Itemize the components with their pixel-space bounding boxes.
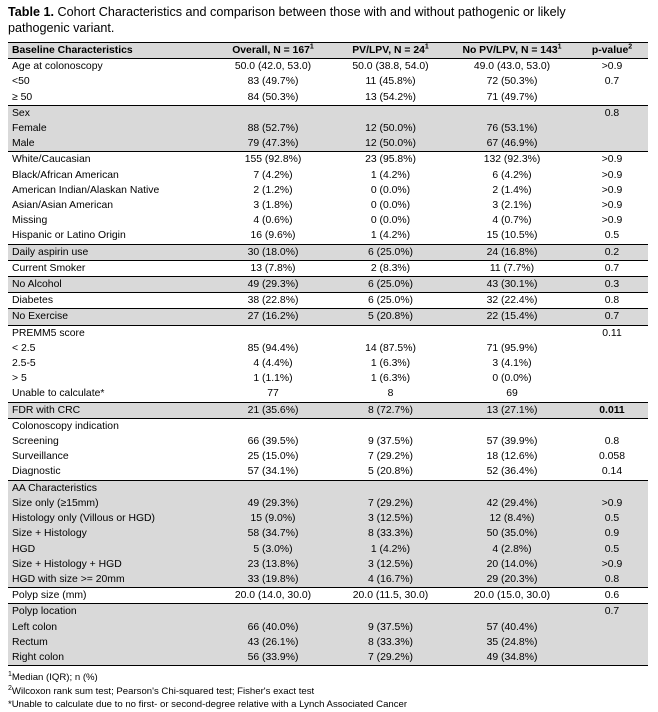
cell-overall: 13 (7.8%): [213, 260, 333, 276]
cell-overall: 7 (4.2%): [253, 169, 293, 181]
cell-pv-lpv: 8: [387, 388, 394, 400]
cell-p-value: >0.9: [601, 200, 623, 212]
cell-characteristic: Missing: [12, 215, 48, 227]
cell-no-pv-lpv: 57 (39.9%): [486, 436, 538, 448]
table-row: [8, 650, 648, 666]
cell-no-pv-lpv: 49.0 (43.0, 53.0): [473, 61, 551, 73]
cell-characteristic: PREMM5 score: [8, 325, 213, 341]
cell-characteristic: Histology only (Villous or HGD): [8, 511, 213, 526]
cell-p-value: [576, 356, 648, 371]
cell-pv-lpv: 9 (37.5%): [333, 620, 448, 635]
cell-no-pv-lpv: 13 (27.1%): [448, 402, 576, 418]
cell-characteristic: Size + Histology: [8, 526, 213, 541]
cell-characteristic: Male: [8, 136, 213, 152]
cell-p-value: >0.9: [576, 496, 648, 511]
cell-pv-lpv: 7 (29.2%): [367, 451, 414, 463]
cell-overall: 77: [267, 388, 279, 400]
footnote-marker: 2: [8, 684, 12, 692]
table-row: [8, 635, 648, 650]
table-row: [8, 213, 648, 228]
table-row: [8, 386, 648, 402]
cell-p-value: 0.6: [576, 588, 648, 604]
cell-overall: 23 (13.8%): [213, 557, 333, 572]
cell-p-value: 0.058: [598, 451, 625, 463]
cell-characteristic: Hispanic or Latino Origin: [12, 230, 126, 242]
cell-p-value: [576, 418, 648, 434]
cell-characteristic: Polyp location: [8, 604, 213, 620]
cell-overall: 4 (0.6%): [253, 215, 293, 227]
cell-pv-lpv: 9 (37.5%): [367, 436, 414, 448]
cell-characteristic: Polyp size (mm): [8, 588, 213, 604]
cell-pv-lpv: 8 (72.7%): [333, 402, 448, 418]
cell-overall: [213, 105, 333, 121]
cell-pv-lpv: 11 (45.8%): [365, 76, 416, 88]
cell-pv-lpv: 12 (50.0%): [333, 121, 448, 136]
table-row: [8, 168, 648, 183]
cell-p-value: 0.8: [576, 572, 648, 588]
cell-pv-lpv: 8 (33.3%): [333, 526, 448, 541]
cell-no-pv-lpv: [448, 325, 576, 341]
cell-no-pv-lpv: 15 (10.5%): [486, 230, 538, 242]
table-row: [8, 604, 648, 620]
cell-overall: [213, 325, 333, 341]
cell-characteristic: 2.5-5: [12, 358, 36, 370]
table-caption: [8, 4, 608, 36]
table-row: [8, 277, 648, 293]
cell-characteristic: HGD: [8, 542, 213, 557]
cell-characteristic: Female: [8, 121, 213, 136]
cell-no-pv-lpv: [448, 604, 576, 620]
cell-no-pv-lpv: 0 (0.0%): [492, 373, 532, 385]
cell-no-pv-lpv: 18 (12.6%): [486, 451, 538, 463]
cell-p-value: 0.8: [576, 293, 648, 309]
cell-no-pv-lpv: 22 (15.4%): [448, 309, 576, 325]
header-no-pv-lpv: No PV/LPV, $N = 143^1$: [448, 43, 576, 59]
cell-pv-lpv: [333, 418, 448, 434]
table-row: [8, 309, 648, 325]
cell-pv-lpv: 7 (29.2%): [333, 650, 448, 666]
cell-no-pv-lpv: 4 (0.7%): [492, 215, 532, 227]
footnote-text: *Unable to calculate due to no first- or second-degree relative with a Lynch Associated Cancer: [8, 698, 408, 710]
cell-p-value: >0.9: [601, 215, 623, 227]
table-row: [8, 371, 648, 386]
cell-no-pv-lpv: [448, 480, 576, 496]
cell-pv-lpv: [333, 480, 448, 496]
cell-p-value: >0.9: [576, 557, 648, 572]
table-row: [8, 59, 648, 75]
table-row: [8, 341, 648, 356]
cell-p-value: 0.7: [576, 260, 648, 276]
table-row: [8, 418, 648, 434]
footnote: [8, 671, 650, 684]
cell-overall: 66 (40.0%): [213, 620, 333, 635]
table-row: [8, 402, 648, 418]
cell-no-pv-lpv: 4 (2.8%): [448, 542, 576, 557]
footnote-text: Median (IQR); n (%): [11, 672, 98, 684]
cell-no-pv-lpv: 72 (50.3%): [486, 76, 538, 88]
cell-overall: 57 (34.1%): [247, 466, 299, 478]
cell-characteristic: American Indian/Alaskan Native: [12, 184, 160, 196]
cell-p-value: [576, 341, 648, 356]
cell-characteristic: Current Smoker: [8, 260, 213, 276]
cell-p-value: 0.7: [576, 604, 648, 620]
cell-characteristic: AA Characteristics: [8, 480, 213, 496]
cell-overall: 27 (16.2%): [213, 309, 333, 325]
cell-overall: [213, 418, 333, 434]
cell-no-pv-lpv: 12 (8.4%): [448, 511, 576, 526]
cell-pv-lpv: [333, 604, 448, 620]
cell-p-value: [576, 121, 648, 136]
table-row: [8, 434, 648, 449]
cell-characteristic: Sex: [8, 105, 213, 121]
cell-pv-lpv: 1 (6.3%): [370, 373, 411, 385]
cell-p-value: [576, 371, 648, 386]
cohort-table: [8, 42, 648, 666]
cell-characteristic: Size only (≥15mm): [8, 496, 213, 511]
cell-overall: 85 (94.4%): [247, 342, 299, 354]
cell-characteristic: White/Caucasian: [8, 152, 213, 168]
cell-pv-lpv: 2 (8.3%): [333, 260, 448, 276]
cell-overall: 25 (15.0%): [247, 451, 299, 463]
cell-no-pv-lpv: 50 (35.0%): [448, 526, 576, 541]
cell-characteristic: Daily aspirin use: [8, 244, 213, 260]
cell-no-pv-lpv: 52 (36.4%): [486, 466, 538, 478]
cell-no-pv-lpv: 71 (49.7%): [486, 91, 538, 103]
cell-overall: 38 (22.8%): [213, 293, 333, 309]
cell-overall: 5 (3.0%): [213, 542, 333, 557]
cell-p-value: >0.9: [601, 169, 623, 181]
cell-overall: 33 (19.8%): [213, 572, 333, 588]
cell-overall: 43 (26.1%): [213, 635, 333, 650]
cell-overall: 79 (47.3%): [213, 136, 333, 152]
header-pv-lpv: PV/LPV, $N = 24^1$: [333, 43, 448, 59]
table-row: [8, 325, 648, 341]
cell-p-value: 0.9: [576, 526, 648, 541]
cell-overall: [213, 604, 333, 620]
cell-overall: 30 (18.0%): [213, 244, 333, 260]
cell-pv-lpv: 7 (29.2%): [333, 496, 448, 511]
cell-no-pv-lpv: 49 (34.8%): [448, 650, 576, 666]
header-characteristic: Baseline Characteristics: [8, 43, 213, 59]
cell-p-value: 0.5: [576, 542, 648, 557]
cell-characteristic: Size + Histology + HGD: [8, 557, 213, 572]
cell-characteristic: Age at colonoscopy: [12, 61, 103, 73]
cell-no-pv-lpv: 67 (46.9%): [448, 136, 576, 152]
cell-pv-lpv: 0 (0.0%): [370, 215, 411, 227]
cell-overall: 15 (9.0%): [213, 511, 333, 526]
cell-p-value: 0.5: [576, 511, 648, 526]
table-row: [8, 293, 648, 309]
footnote-marker: 1: [8, 670, 12, 678]
cell-characteristic: Colonoscopy indication: [8, 418, 213, 434]
table-row: [8, 526, 648, 541]
cell-no-pv-lpv: 69: [506, 388, 518, 400]
cell-p-value: 0.8: [576, 105, 648, 121]
cell-pv-lpv: 6 (25.0%): [333, 244, 448, 260]
cell-characteristic: Right colon: [8, 650, 213, 666]
cell-no-pv-lpv: 20 (14.0%): [448, 557, 576, 572]
cell-characteristic: Asian/Asian American: [12, 200, 114, 212]
table-row: [8, 356, 648, 371]
cell-p-value: 0.8: [604, 436, 620, 448]
cell-no-pv-lpv: 6 (4.2%): [492, 169, 532, 181]
cell-overall: 4 (4.4%): [253, 358, 293, 370]
cell-overall: 58 (34.7%): [213, 526, 333, 541]
cell-p-value: [576, 480, 648, 496]
table-row: [8, 198, 648, 213]
table-row: [8, 496, 648, 511]
cell-pv-lpv: 5 (20.8%): [333, 309, 448, 325]
table-row: [8, 588, 648, 604]
cell-p-value: 0.5: [604, 230, 620, 242]
table-row: [8, 480, 648, 496]
cell-characteristic: Rectum: [8, 635, 213, 650]
cell-p-value: 0.14: [601, 466, 623, 478]
cell-no-pv-lpv: 43 (30.1%): [448, 277, 576, 293]
cell-no-pv-lpv: 29 (20.3%): [448, 572, 576, 588]
cell-characteristic: Black/African American: [12, 169, 119, 181]
cell-characteristic: FDR with CRC: [8, 402, 213, 418]
table-row: [8, 511, 648, 526]
footnotes: [8, 671, 650, 711]
cell-pv-lpv: [333, 325, 448, 341]
cell-p-value: 0.11: [576, 325, 648, 341]
cell-characteristic: > 5: [12, 373, 27, 385]
cell-characteristic: Surveillance: [12, 451, 69, 463]
table-row: [8, 620, 648, 635]
cell-no-pv-lpv: 3 (4.1%): [492, 358, 532, 370]
cell-overall: 16 (9.6%): [250, 230, 296, 242]
cell-overall: 2 (1.2%): [253, 184, 293, 196]
cell-p-value: [576, 620, 648, 635]
cell-overall: 83 (49.7%): [247, 76, 299, 88]
cell-no-pv-lpv: 2 (1.4%): [492, 184, 532, 196]
cell-characteristic: ≥ 50: [12, 91, 33, 103]
cell-overall: 66 (39.5%): [247, 436, 299, 448]
cell-p-value: [576, 635, 648, 650]
cell-p-value: >0.9: [601, 61, 623, 73]
cell-pv-lpv: 1 (6.3%): [370, 358, 411, 370]
cell-no-pv-lpv: [448, 105, 576, 121]
cell-pv-lpv: 6 (25.0%): [333, 277, 448, 293]
cell-p-value: 0.3: [576, 277, 648, 293]
cell-no-pv-lpv: [448, 418, 576, 434]
footnote-text: Wilcoxon rank sum test; Pearson's Chi-squared test; Fisher's exact test: [11, 685, 315, 697]
cell-no-pv-lpv: 76 (53.1%): [448, 121, 576, 136]
cell-no-pv-lpv: 24 (16.8%): [448, 244, 576, 260]
cell-no-pv-lpv: 132 (92.3%): [448, 152, 576, 168]
cell-characteristic: HGD with size >= 20mm: [8, 572, 213, 588]
cell-overall: 49 (29.3%): [213, 496, 333, 511]
cell-p-value: [576, 136, 648, 152]
header-p-value: p-value$^2$: [576, 43, 648, 59]
cell-overall: 21 (35.6%): [213, 402, 333, 418]
cell-no-pv-lpv: 20.0 (15.0, 30.0): [448, 588, 576, 604]
cell-pv-lpv: 12 (50.0%): [333, 136, 448, 152]
cell-overall: 49 (29.3%): [213, 277, 333, 293]
table-row: [8, 572, 648, 588]
cell-p-value: >0.9: [576, 152, 648, 168]
cell-pv-lpv: 0 (0.0%): [370, 184, 411, 196]
cell-pv-lpv: 0 (0.0%): [370, 200, 411, 212]
header-overall: Overall, $N = 167^1$: [213, 43, 333, 59]
cell-p-value: 0.7: [604, 76, 620, 88]
cell-p-value: [576, 90, 648, 106]
cell-overall: 3 (1.8%): [253, 200, 293, 212]
cell-pv-lpv: [333, 105, 448, 121]
caption-text: Cohort Characteristics and comparison between those with and without pathogenic or likely pathogenic variant.: [8, 5, 566, 35]
cell-characteristic: Diagnostic: [12, 466, 61, 478]
table-row: [8, 105, 648, 121]
cell-no-pv-lpv: 42 (29.4%): [448, 496, 576, 511]
cell-no-pv-lpv: 32 (22.4%): [448, 293, 576, 309]
table-body: [8, 59, 648, 666]
cell-overall: 50.0 (42.0, 53.0): [234, 61, 312, 73]
cell-overall: [213, 480, 333, 496]
cell-p-value: [576, 386, 648, 402]
table-header-row: [8, 43, 648, 59]
cell-pv-lpv: 1 (4.2%): [370, 169, 411, 181]
cell-overall: 84 (50.3%): [247, 91, 299, 103]
table-row: [8, 542, 648, 557]
cell-pv-lpv: 1 (4.2%): [333, 542, 448, 557]
cell-pv-lpv: 3 (12.5%): [333, 557, 448, 572]
table-row: [8, 152, 648, 168]
cell-pv-lpv: 1 (4.2%): [370, 230, 411, 242]
table-row: [8, 228, 648, 244]
cell-no-pv-lpv: 11 (7.7%): [448, 260, 576, 276]
cell-characteristic: No Exercise: [8, 309, 213, 325]
cell-pv-lpv: 13 (54.2%): [365, 91, 416, 103]
cell-overall: 1 (1.1%): [253, 373, 293, 385]
table-row: [8, 121, 648, 136]
table-row: [8, 464, 648, 480]
cell-no-pv-lpv: 3 (2.1%): [492, 200, 532, 212]
cell-overall: 20.0 (14.0, 30.0): [213, 588, 333, 604]
cell-pv-lpv: 8 (33.3%): [333, 635, 448, 650]
cell-characteristic: Left colon: [8, 620, 213, 635]
cell-characteristic: Screening: [12, 436, 59, 448]
table-row: [8, 244, 648, 260]
cell-p-value: 0.011: [576, 402, 648, 418]
cell-pv-lpv: 23 (95.8%): [333, 152, 448, 168]
cell-characteristic: No Alcohol: [8, 277, 213, 293]
cell-no-pv-lpv: 57 (40.4%): [448, 620, 576, 635]
cell-overall: 56 (33.9%): [213, 650, 333, 666]
table-row: [8, 183, 648, 198]
cell-pv-lpv: 6 (25.0%): [333, 293, 448, 309]
cell-p-value: >0.9: [601, 184, 623, 196]
cell-no-pv-lpv: 35 (24.8%): [448, 635, 576, 650]
cell-pv-lpv: 14 (87.5%): [365, 342, 416, 354]
cell-pv-lpv: 5 (20.8%): [367, 466, 414, 478]
cell-characteristic: <50: [12, 76, 30, 88]
cell-overall: 88 (52.7%): [213, 121, 333, 136]
cell-pv-lpv: 3 (12.5%): [333, 511, 448, 526]
table-row: [8, 90, 648, 106]
table-row: [8, 136, 648, 152]
cell-no-pv-lpv: 71 (95.9%): [486, 342, 538, 354]
cell-pv-lpv: 4 (16.7%): [333, 572, 448, 588]
footnote: [8, 685, 650, 698]
cell-p-value: [576, 650, 648, 666]
table-row: [8, 74, 648, 89]
cell-overall: 155 (92.8%): [213, 152, 333, 168]
cell-pv-lpv: 20.0 (11.5, 30.0): [333, 588, 448, 604]
table-row: [8, 449, 648, 464]
cell-characteristic: Diabetes: [8, 293, 213, 309]
cell-characteristic: Unable to calculate*: [12, 388, 105, 400]
cell-characteristic: < 2.5: [12, 342, 36, 354]
caption-label: Table 1.: [8, 5, 54, 19]
cell-p-value: 0.2: [576, 244, 648, 260]
cell-pv-lpv: 50.0 (38.8, 54.0): [352, 61, 429, 73]
table-row: [8, 557, 648, 572]
footnote: [8, 698, 650, 711]
cell-p-value: 0.7: [576, 309, 648, 325]
table-row: [8, 260, 648, 276]
